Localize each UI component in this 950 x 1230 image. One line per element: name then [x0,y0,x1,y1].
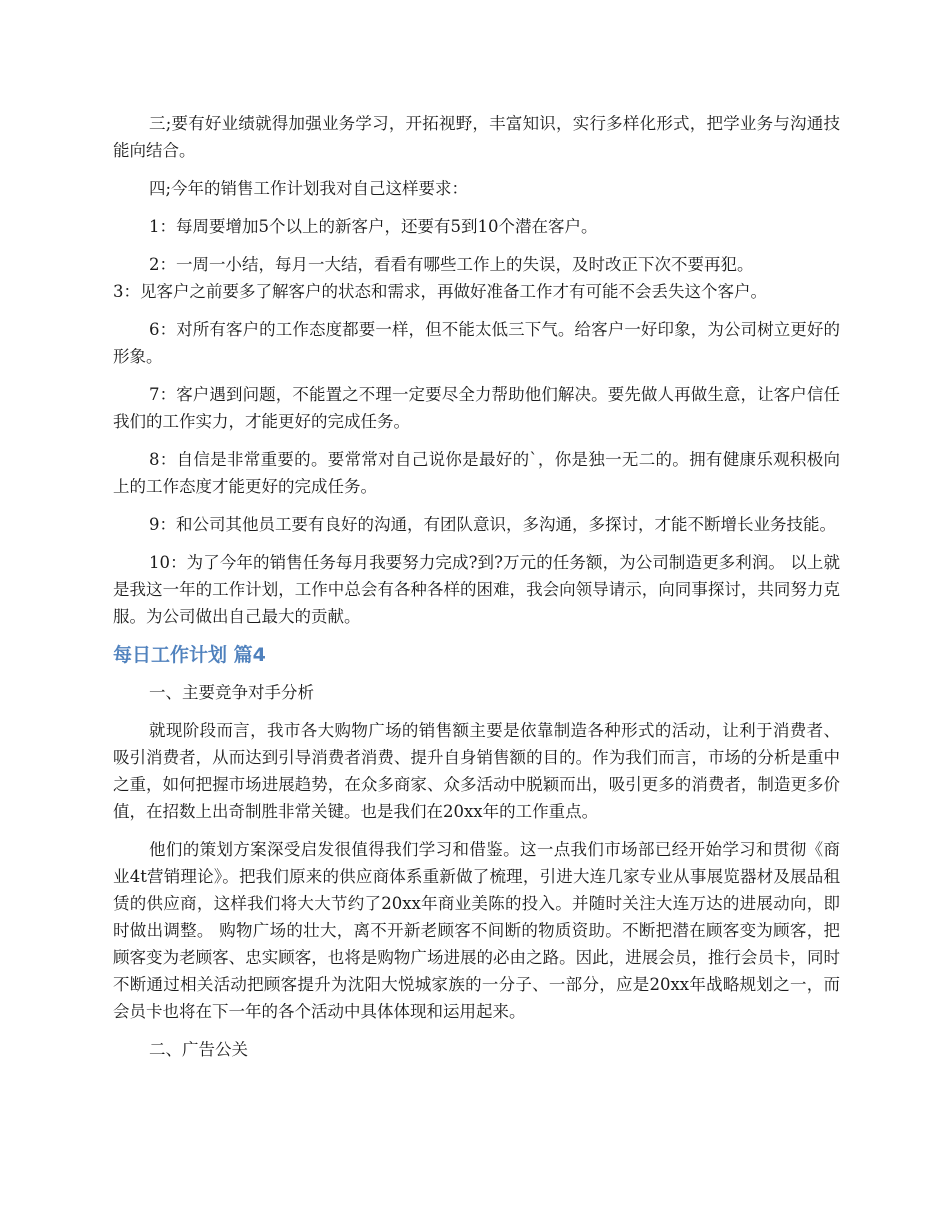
paragraph: 就现阶段而言，我市各大购物广场的销售额主要是依靠制造各种形式的活动，让利于消费者、吸引消费者，从而达到引导消费者消费、提升自身销售额的目的。作为我们而言，市场的分析是重中之重，如何把握市场进展趋势，在众多商家、众多活动中脱颖而出，吸引更多的消费者，制造更多价值，在招数上出奇制胜非常关键。也是我们在20xx年的工作重点。 [113,721,840,821]
paragraph: 四;今年的销售工作计划我对自己这样要求： [149,179,469,198]
paragraph: 一、主要竞争对手分析 [149,683,314,702]
paragraph: 7：客户遇到问题，不能置之不理一定要尽全力帮助他们解决。要先做人再做生意，让客户信任我们的工作实力，才能更好的完成任务。 [113,385,840,431]
paragraph: 三;要有好业绩就得加强业务学习，开拓视野，丰富知识，实行多样化形式，把学业务与沟通技能向结合。 [113,114,840,160]
paragraph: 9：和公司其他员工要有良好的沟通，有团队意识，多沟通，多探讨，才能不断增长业务技能。 [149,515,836,534]
paragraph: 8：自信是非常重要的。要常常对自己说你是最好的`，你是独一无二的。拥有健康乐观积极向上的工作态度才能更好的完成任务。 [113,450,840,496]
paragraph: 二、广告公关 [149,1040,248,1059]
section-heading: 每日工作计划 篇4 [113,644,266,666]
paragraph: 6：对所有客户的工作态度都要一样，但不能太低三下气。给客户一好印象，为公司树立更好的形象。 [113,320,840,366]
paragraph: 3：见客户之前要多了解客户的状态和需求，再做好准备工作才有可能不会丢失这个客户。 [113,282,767,301]
paragraph: 1：每周要增加5个以上的新客户，还要有5到10个潜在客户。 [149,217,598,236]
paragraph: 2：一周一小结，每月一大结，看看有哪些工作上的失误，及时改正下次不要再犯。 [149,255,754,274]
paragraph: 10：为了今年的销售任务每月我要努力完成?到?万元的任务额，为公司制造更多利润。 以上就是我这一年的工作计划，工作中总会有各种各样的困难，我会向领导请示，向同事探讨，共同努力克服。为公司做出自己最大的贡献。 [113,553,840,626]
paragraph: 他们的策划方案深受启发很值得我们学习和借鉴。这一点我们市场部已经开始学习和贯彻《商业4t营销理论》。把我们原来的供应商体系重新做了梳理，引进大连几家专业从事展览器材及展品租赁的供应商，这样我们将大大节约了20xx年商业美陈的投入。并随时关注大连万达的进展动向，即时做出调整。 购物广场的壮大，离不开新老顾客不间断的物质资助。不断把潜在顾客变为顾客，把顾客变为老顾客、忠实顾客，也将是购物广场进展的必由之路。因此，进展会员，推行会员卡，同时不断通过相关活动把顾客提升为沈阳大悦城家族的一分子、一部分，应是20xx年战略规划之一，而会员卡也将在下一年的各个活动中具体体现和运用起来。 [113,840,840,1021]
document-page [113,110,840,1074]
